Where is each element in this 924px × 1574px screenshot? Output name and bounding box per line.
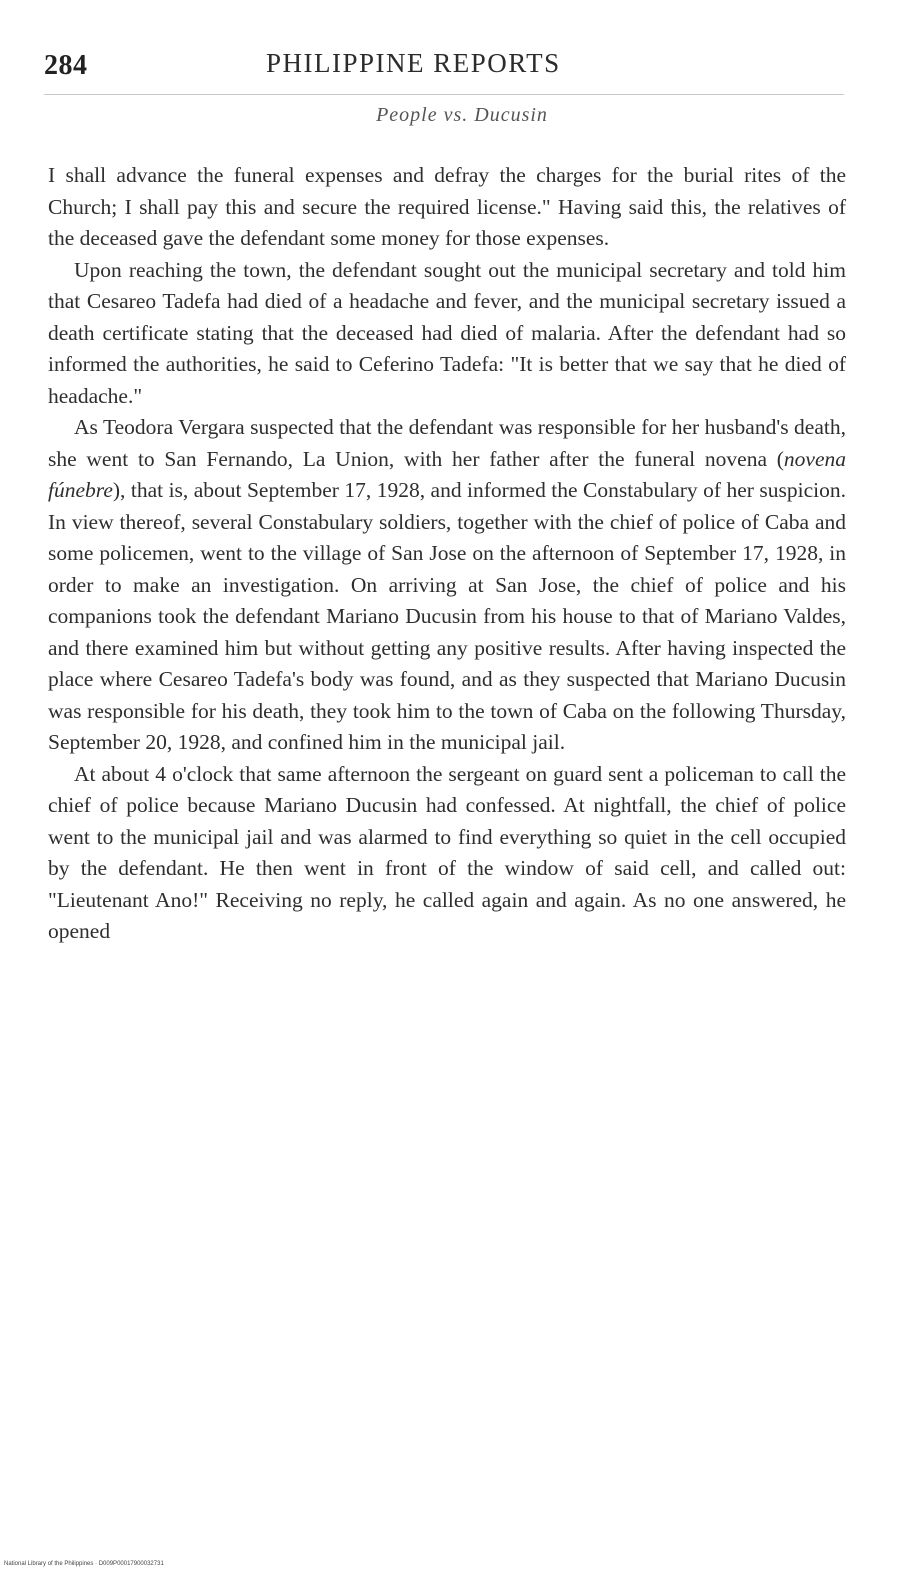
paragraph-2: Upon reaching the town, the defendant sought out the municipal secretary and told him that Cesareo Tadefa had died of a headache and fever, and the municipal secretary issued a death certificate stating that the deceased had died of malaria. After the defendant had so informed the authorities, he said to Ceferino Tadefa: "It is better that we say that he died of headache." xyxy=(48,257,846,408)
paragraph-1: I shall advance the funeral expenses and defray the charges for the burial rites of the Church; I shall pay this and secure the required license." Having said this, the relatives of the deceased gave the defendant some money for those expenses. xyxy=(48,163,846,250)
paragraph-3 xyxy=(48,412,846,759)
header-rule xyxy=(44,94,844,95)
paragraph-3-latin-term: novena fúnebre xyxy=(48,446,846,502)
case-title: People vs. Ducusin xyxy=(376,104,548,126)
paragraph-4: At about 4 o'clock that same afternoon the sergeant on guard sent a policeman to call the chief of police because Mariano Ducusin had confessed. At nightfall, the chief of police went to the municipal jail and was alarmed to find everything so quiet in the cell occupied by the defendant. He then went in front of the window of said cell, and called out: "Lieutenant Ano!" Receiving no reply, he called again and again. As no one answered, he opened xyxy=(48,761,846,943)
page-number: 284 xyxy=(44,50,88,81)
archive-footer: National Library of the Philippines · D009P00017900032731 xyxy=(4,1561,164,1567)
body-text xyxy=(48,160,846,948)
page-header xyxy=(44,44,844,88)
paragraph-3-part-1: As Teodora Vergara suspected that the defendant was responsible for her husband's death, she went to San Fernando, La Union, with her father after the funeral novena ( xyxy=(48,415,846,471)
running-head: PHILIPPINE REPORTS xyxy=(266,48,561,78)
paragraph-3-part-2: ), that is, about September 17, 1928, and informed the Constabulary of her suspicion. In view thereof, several Constabulary soldiers, together with the chief of police of Caba and some policemen, went to the village of San Jose on the afternoon of September 17, 1928, in order to make an investigation. On arriving at San Jose, the chief of police and his companions took the defendant Mariano Ducusin from his house to that of Mariano Valdes, and there examined him but without getting any positive results. After having inspected the place where Cesareo Tadefa's body was found, and as they suspected that Mariano Ducusin was responsible for his death, they took him to the town of Caba on the following Thursday, September 20, 1928, and confined him in the municipal jail. xyxy=(48,478,846,754)
